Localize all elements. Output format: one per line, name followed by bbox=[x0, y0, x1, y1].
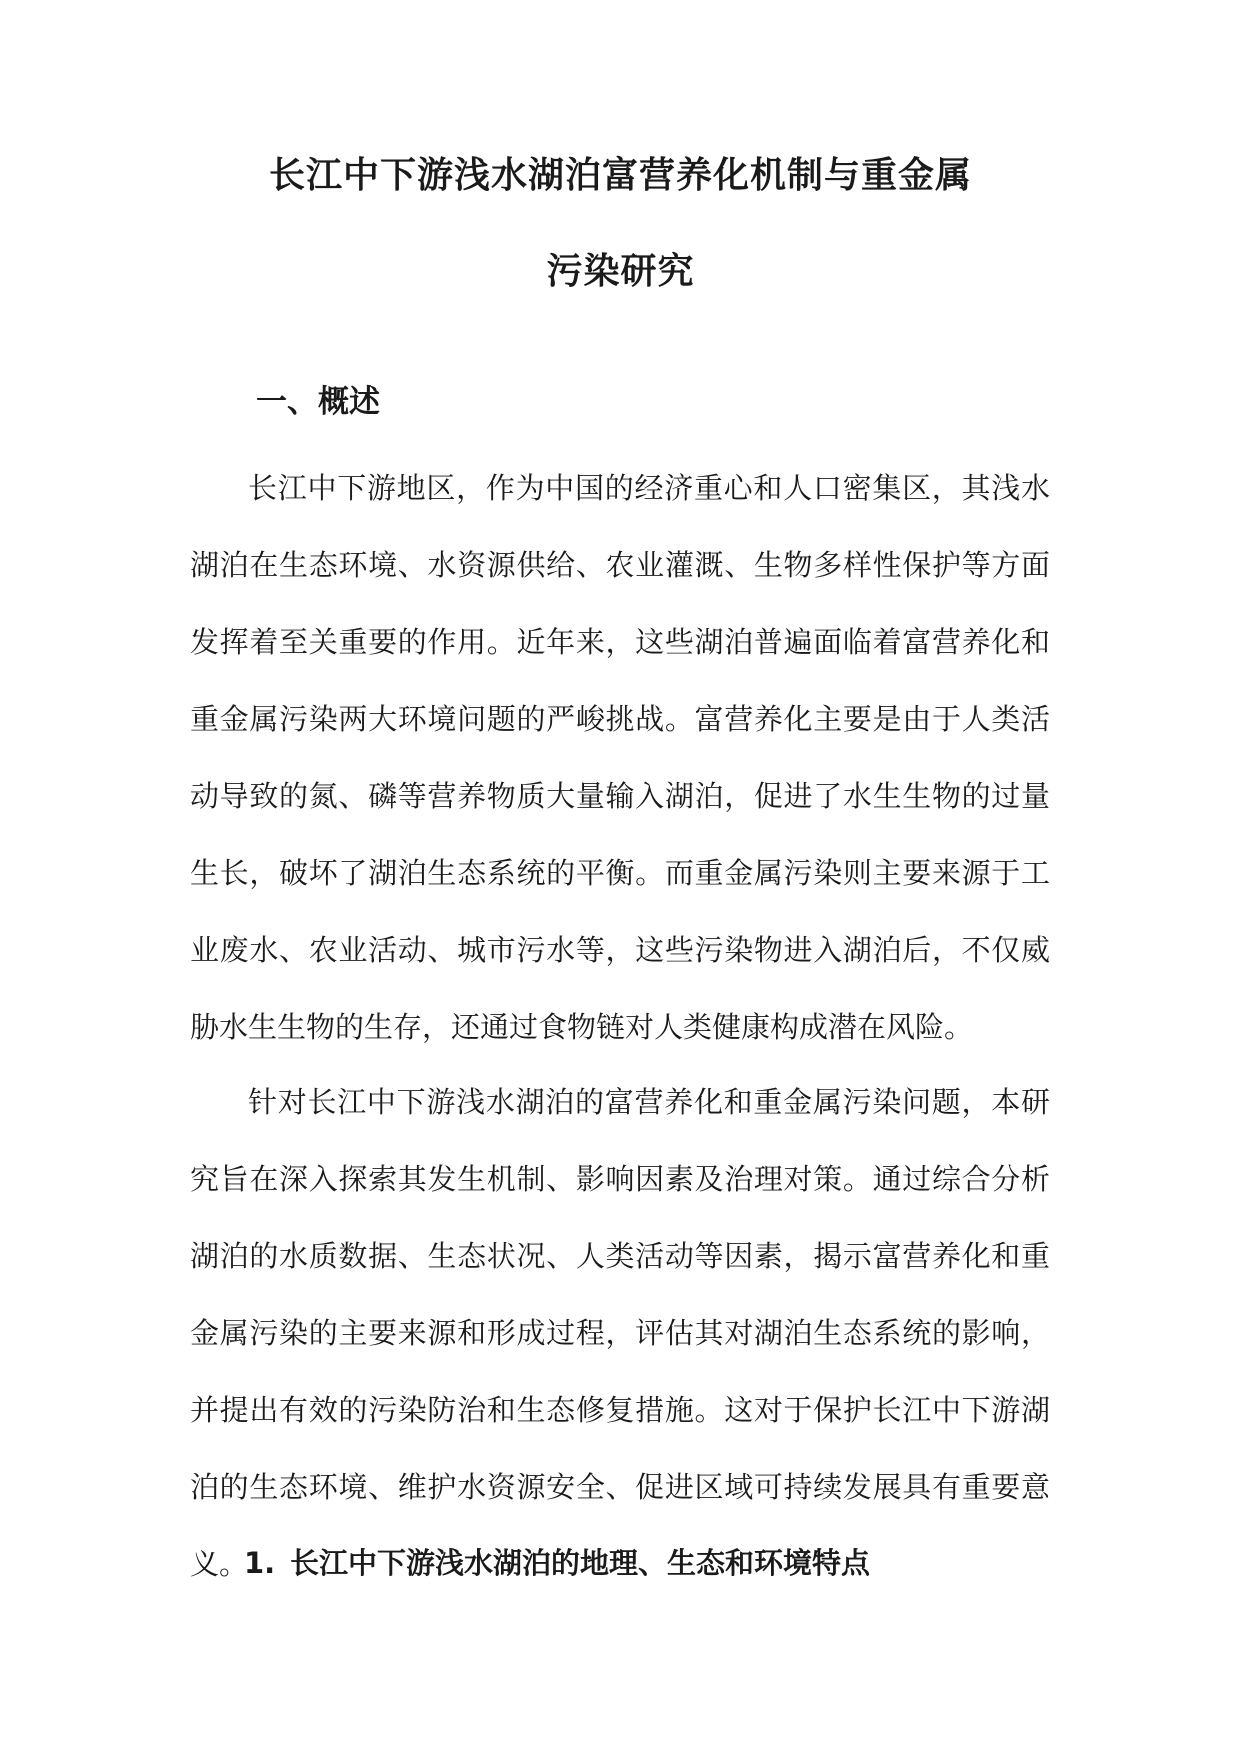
section-heading-overview: 一、概述 bbox=[256, 384, 380, 420]
body-paragraph-2: 针对长江中下游浅水湖泊的富营养化和重金属污染问题，本研究旨在深入探索其发生机制、影响因素及治理对策。通过综合分析湖泊的水质数据、生态状况、人类活动等因素，揭示富营养化和重金属污染的主要来源和形成过程，评估其对湖泊生态系统的影响，并提出有效的污染防治和生态修复措施。这对于保护长江中下游湖泊的生态环境、维护水资源安全、促进区域可持续发展具有重要意义。 bbox=[190, 1085, 1050, 1581]
subsection-number: 1. bbox=[244, 1546, 276, 1580]
body-paragraph-1: 长江中下游地区，作为中国的经济重心和人口密集区，其浅水湖泊在生态环境、水资源供给、农业灌溉、生物多样性保护等方面发挥着至关重要的作用。近年来，这些湖泊普遍面临着富营养化和重金属污染两大环境问题的严峻挑战。富营养化主要是由于人类活动导致的氮、磷等营养物质大量输入湖泊，促进了水生生物的过量生长，破坏了湖泊生态系统的平衡。而重金属污染则主要来源于工业废水、农业活动、城市污水等，这些污染物进入湖泊后，不仅威胁水生生物的生存，还通过食物链对人类健康构成潜在风险。 bbox=[190, 471, 1050, 1044]
document-title-line-2: 污染研究 bbox=[546, 251, 695, 292]
subsection-heading-1 bbox=[244, 1543, 870, 1583]
subsection-title: 长江中下游浅水湖泊的地理、生态和环境特点 bbox=[290, 1546, 871, 1580]
document-title-line-1: 长江中下游浅水湖泊富营养化机制与重金属 bbox=[268, 155, 972, 196]
